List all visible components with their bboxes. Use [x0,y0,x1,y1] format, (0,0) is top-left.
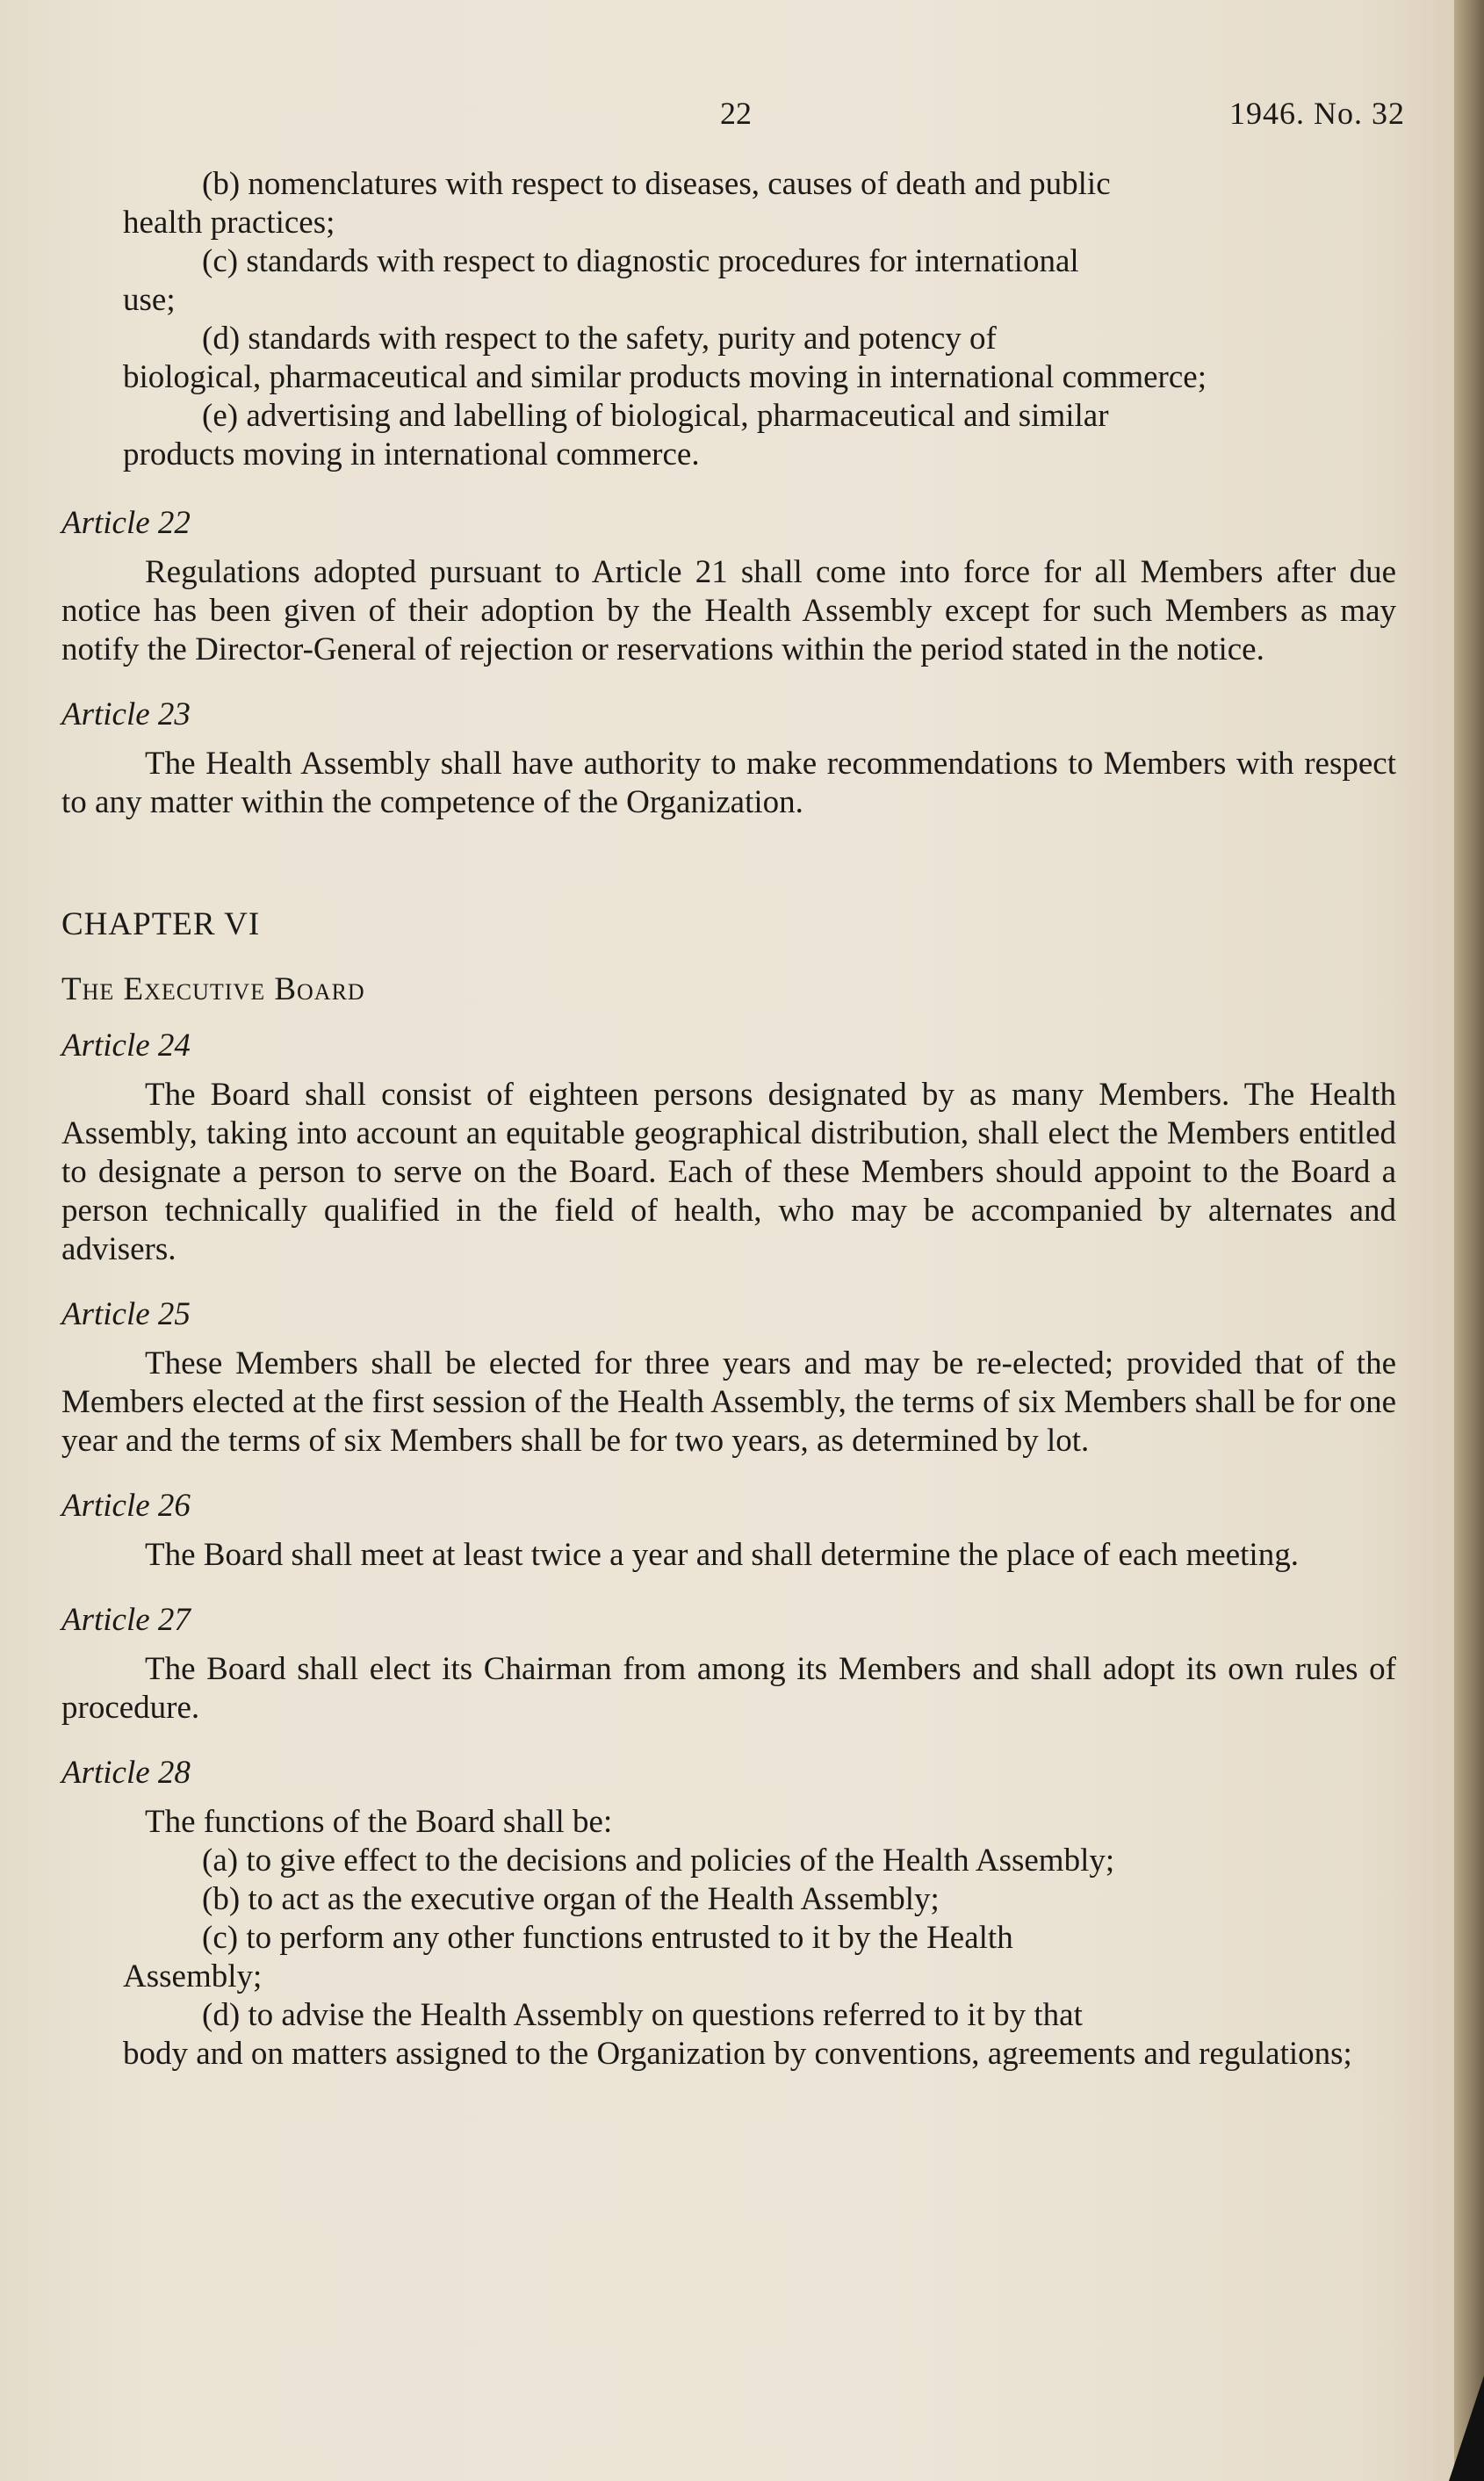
article-24-text: The Board shall consist of eighteen persons designated by as many Members. The Health Assembly, taking into account an equitable geographical distribution, shall elect the Members entitled to designate a person to serve on the Board. Each of these Members should appoint to the Board a person technically qualified in the field of health, who may be accompanied by alternates and advisers. [61,1077,1396,1267]
list-item-continuation: biological, pharmaceutical and similar products moving in international commerce; [123,359,1207,395]
function-item-c: (c) to perform any other functions entrusted to it by the Health [202,1920,1013,1956]
article-25-heading: Article 25 [61,1296,191,1332]
article-22-text: Regulations adopted pursuant to Article 21 shall come into force for all Members after due notice has been given of their adoption by the Health Assembly except for such Members as may notify the Director-General of rejection or reservations within the period stated in the notice. [61,554,1396,667]
article-28-heading: Article 28 [61,1755,191,1791]
function-item-d-continuation: body and on matters assigned to the Organization by conventions, agreements and regulations; [123,2036,1352,2072]
function-item-a: (a) to give effect to the decisions and policies of the Health Assembly; [202,1843,1115,1879]
list-item-b [202,165,1396,204]
article-28-lead: The functions of the Board shall be: [145,1804,613,1840]
list-item-e [202,397,1396,436]
article-23-text: The Health Assembly shall have authority to make recommendations to Members with respect to any matter within the competence of the Organization. [61,746,1396,820]
year-and-number: 1946. No. 32 [1229,96,1405,131]
list-item-continuation: use; [123,282,176,318]
list-item-continuation: products moving in international commerce. [123,436,700,472]
list-item-c [202,242,1396,281]
article-27-heading: Article 27 [61,1602,191,1638]
chapter-subtitle: The Executive Board [61,971,365,1007]
article-27-text: The Board shall elect its Chairman from among its Members and shall adopt its own rules of procedure. [61,1651,1396,1726]
list-item-continuation: health practices; [123,205,335,241]
page-body [61,165,1396,2074]
page-corner [1449,2376,1484,2481]
function-item-c-continuation: Assembly; [123,1958,263,1994]
article-24-heading: Article 24 [61,1028,191,1064]
page-header [53,95,1405,137]
function-item-d: (d) to advise the Health Assembly on questions referred to it by that [202,1997,1083,2033]
article-26-text: The Board shall meet at least twice a year and shall determine the place of each meeting. [145,1537,1299,1573]
function-item-b: (b) to act as the executive organ of the Health Assembly; [202,1881,940,1917]
list-item-text: (b) nomenclatures with respect to diseases, causes of death and public [202,166,1111,202]
chapter-title: CHAPTER VI [61,906,261,942]
list-item-text: (c) standards with respect to diagnostic procedures for international [202,243,1079,279]
article-23-heading: Article 23 [61,696,191,732]
list-item-text: (d) standards with respect to the safety, purity and potency of [202,321,997,357]
book-spine-shadow [1454,0,1484,2481]
article-25-text: These Members shall be elected for three years and may be re-elected; provided that of the Members elected at the first session of the Health Assembly, the terms of six Members shall be for one year and the terms of six Members shall be for two years, as determined by lot. [61,1345,1396,1459]
article-26-heading: Article 26 [61,1488,191,1524]
list-item-d [202,320,1396,358]
article-22-heading: Article 22 [61,505,191,541]
page-number: 22 [720,96,752,131]
article-21-continuation [61,165,1396,474]
list-item-text: (e) advertising and labelling of biological, pharmaceutical and similar [202,398,1109,434]
